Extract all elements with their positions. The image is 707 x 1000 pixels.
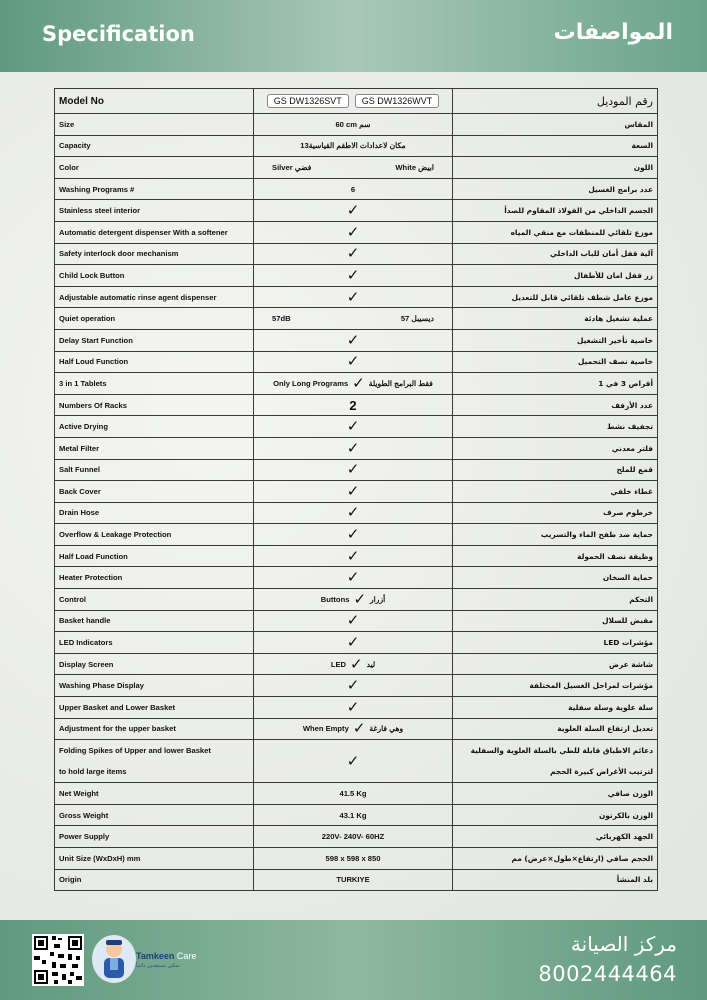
spec-row: [55, 783, 658, 805]
spec-label-en: Unit Size (WxDxH) mm: [55, 848, 254, 870]
model-label-en: Model No: [55, 89, 254, 114]
spec-row: [55, 632, 658, 654]
spec-label-en: Basket handle: [55, 610, 254, 632]
spec-label-en-line2: to hold large items: [59, 767, 127, 777]
spec-value-text: 6: [350, 184, 356, 194]
spec-value-left: LED: [330, 659, 346, 669]
spec-row: [55, 178, 658, 200]
spec-value: [254, 481, 453, 503]
check-icon: ✓: [346, 611, 360, 630]
model-2: GS DW1326WVT: [355, 94, 440, 108]
spec-row: [55, 329, 658, 351]
spec-label-ar: المقاس: [453, 114, 658, 136]
spec-label-ar: سلة علوية وسلة سفلية: [453, 697, 658, 719]
spec-row: [55, 653, 658, 675]
spec-label-en: Net Weight: [55, 783, 254, 805]
spec-value-text: 41.5 Kg: [339, 789, 367, 799]
spec-label-en: Power Supply: [55, 826, 254, 848]
model-1: GS DW1326SVT: [267, 94, 349, 108]
spec-value: [254, 567, 453, 589]
spec-row: [55, 459, 658, 481]
spec-row: [55, 481, 658, 503]
spec-label-ar: الجسم الداخلي من الفولاذ المقاوم للصدأ: [453, 200, 658, 222]
spec-label-ar-line2: لترتيب الأغراض كبيرة الحجم: [550, 767, 653, 777]
model-numbers: [254, 89, 453, 114]
spec-label-ar: حماية السخان: [453, 567, 658, 589]
spec-value-pair: [258, 721, 448, 736]
spec-label-ar: شاشة عرض: [453, 653, 658, 675]
service-center-label: مركز الصيانة: [570, 932, 677, 956]
spec-row: [55, 524, 658, 546]
spec-value-right: أزرار: [370, 594, 386, 604]
spec-label-ar: زر قفل امان للأطفال: [453, 265, 658, 287]
qr-code: [32, 934, 84, 986]
spec-label-en: Washing Programs #: [55, 178, 254, 200]
spec-label-en: Safety interlock door mechanism: [55, 243, 254, 265]
mascot-logo-icon: [92, 935, 136, 983]
check-icon: ✓: [346, 697, 360, 716]
spec-row: [55, 610, 658, 632]
spec-row: [55, 243, 658, 265]
spec-value-text: TURKIYE: [336, 875, 370, 885]
spec-label-ar: خرطوم صرف: [453, 502, 658, 524]
spec-value: [254, 718, 453, 740]
spec-label-en: Numbers Of Racks: [55, 394, 254, 416]
spec-row-folding-spikes: [55, 740, 658, 783]
spec-label-en: Heater Protection: [55, 567, 254, 589]
title-english: Specification: [42, 22, 195, 46]
spec-value: [254, 632, 453, 654]
spec-value-right: White ابيض: [395, 162, 434, 172]
check-icon: ✓: [352, 373, 365, 392]
spec-label-en: Washing Phase Display: [55, 675, 254, 697]
spec-value: [254, 243, 453, 265]
spec-label-ar: التحكم: [453, 589, 658, 611]
spec-row: [55, 200, 658, 222]
spec-label-en: Back Cover: [55, 481, 254, 503]
spec-value-pair: [258, 373, 448, 392]
check-icon: ✓: [346, 201, 360, 220]
spec-value-pair: [258, 314, 448, 323]
spec-value: [254, 157, 453, 179]
spec-label-ar: بلد المنشأ: [453, 869, 658, 891]
spec-label-en: Upper Basket and Lower Basket: [55, 697, 254, 719]
spec-row: [55, 804, 658, 826]
spec-value: [254, 394, 453, 416]
spec-label-en: Adjustment for the upper basket: [55, 718, 254, 740]
spec-label-en: Automatic detergent dispenser With a softener: [55, 221, 254, 243]
spec-value: [254, 848, 453, 870]
spec-label-ar: [453, 740, 658, 783]
check-icon: ✓: [346, 330, 360, 349]
spec-value: [254, 589, 453, 611]
check-icon: ✓: [346, 417, 360, 436]
check-icon: ✓: [346, 287, 360, 306]
spec-label-ar: آلية قفل أمان للباب الداخلي: [453, 243, 658, 265]
page-header: [0, 0, 707, 72]
brand-name: Tamkeen: [136, 951, 175, 961]
spec-row: [55, 589, 658, 611]
spec-label-en: [55, 740, 254, 783]
spec-value: [254, 804, 453, 826]
spec-value-left: Only Long Programs: [273, 378, 349, 388]
spec-value-right: فقط البرامج الطويلة: [368, 378, 433, 388]
spec-value: [254, 373, 453, 395]
check-icon: ✓: [346, 481, 360, 500]
spec-value: [254, 502, 453, 524]
spec-value-right: ليد: [366, 659, 376, 669]
spec-value: [254, 697, 453, 719]
spec-label-ar: السعة: [453, 135, 658, 157]
spec-label-ar: مؤشرات لمراحل الغسيل المختلفة: [453, 675, 658, 697]
spec-value: [254, 351, 453, 373]
spec-label-en: Overflow & Leakage Protection: [55, 524, 254, 546]
spec-row: [55, 437, 658, 459]
spec-value: [254, 221, 453, 243]
check-icon: ✓: [346, 352, 360, 371]
check-icon: ✓: [346, 222, 360, 241]
spec-row: [55, 675, 658, 697]
spec-label-ar: اللون: [453, 157, 658, 179]
spec-label-ar: موزع عامل شطف تلقائي قابل للتعديل: [453, 286, 658, 308]
model-row: [55, 89, 658, 114]
spec-value: [254, 329, 453, 351]
spec-label-ar-line1: دعائم الاطباق قابلة للطي بالسلة العلوية والسفلية: [470, 746, 653, 756]
check-icon: ✓: [352, 719, 366, 738]
spec-value: [254, 437, 453, 459]
spec-label-ar: الحجم صافي (ارتفاع×طول×عرض) مم: [453, 848, 658, 870]
spec-value-text: 2: [349, 397, 357, 413]
spec-label-ar: حماية ضد طفح الماء والتسريب: [453, 524, 658, 546]
check-icon: ✓: [346, 633, 360, 652]
spec-label-ar: فلتر معدني: [453, 437, 658, 459]
spec-value: [254, 200, 453, 222]
spec-row: [55, 697, 658, 719]
spec-value-text: 60 cm سم: [335, 119, 371, 129]
spec-label-en: Capacity: [55, 135, 254, 157]
spec-value: [254, 524, 453, 546]
spec-row: [55, 265, 658, 287]
spec-row: [55, 567, 658, 589]
spec-value-right: 57 ديسيبل: [400, 314, 434, 324]
spec-label-en: Control: [55, 589, 254, 611]
brand-logo: [136, 951, 196, 961]
spec-value-left: Buttons: [320, 594, 350, 604]
spec-label-en: Half Loud Function: [55, 351, 254, 373]
spec-value: [254, 653, 453, 675]
spec-value: [254, 610, 453, 632]
spec-value: [254, 826, 453, 848]
spec-label-ar: الوزن صافي: [453, 783, 658, 805]
spec-label-en: Metal Filter: [55, 437, 254, 459]
spec-row: [55, 373, 658, 395]
spec-value-left: When Empty: [302, 724, 349, 734]
check-icon: ✓: [346, 503, 360, 522]
spec-label-en-line1: Folding Spikes of Upper and lower Basket: [59, 746, 211, 756]
spec-label-ar: تعديل ارتفاع السلة العلوية: [453, 718, 658, 740]
spec-value: [254, 675, 453, 697]
spec-label-en: Adjustable automatic rinse agent dispenser: [55, 286, 254, 308]
spec-row: [55, 135, 658, 157]
spec-label-en: Delay Start Function: [55, 329, 254, 351]
spec-value: [254, 286, 453, 308]
spec-value: [254, 740, 453, 783]
spec-label-ar: عدد برامج الغسيل: [453, 178, 658, 200]
spec-value: [254, 178, 453, 200]
spec-value-pair: [258, 589, 448, 608]
spec-value-text: 598 x 598 x 850: [325, 853, 381, 863]
spec-value-text: 220V- 240V- 60HZ: [321, 832, 385, 842]
spec-value: [254, 265, 453, 287]
spec-label-ar: عدد الأرفف: [453, 394, 658, 416]
spec-label-en: Color: [55, 157, 254, 179]
spec-label-en: Gross Weight: [55, 804, 254, 826]
spec-value: [254, 135, 453, 157]
spec-label-ar: وظيفة نصف الحمولة: [453, 545, 658, 567]
spec-value-left: 57dB: [272, 314, 291, 324]
check-icon: ✓: [346, 525, 360, 544]
spec-row: [55, 869, 658, 891]
check-icon: ✓: [350, 654, 363, 673]
brand-accent: Care: [176, 951, 197, 961]
spec-label-ar: الوزن بالكرتون: [453, 804, 658, 826]
spec-row: [55, 308, 658, 330]
spec-label-ar: خاصية تأخير التشغيل: [453, 329, 658, 351]
check-icon: ✓: [346, 438, 360, 457]
spec-label-ar: عملية تشغيل هادئة: [453, 308, 658, 330]
spec-row: [55, 286, 658, 308]
spec-label-en: Display Screen: [55, 653, 254, 675]
service-phone: 8002444464: [538, 962, 677, 986]
spec-table: [54, 88, 658, 891]
spec-row: [55, 545, 658, 567]
spec-value: [254, 783, 453, 805]
check-icon: ✓: [346, 265, 360, 284]
spec-label-ar: أقراص 3 في 1: [453, 373, 658, 395]
check-icon: ✓: [346, 676, 360, 695]
check-icon: ✓: [346, 751, 360, 770]
check-icon: ✓: [346, 568, 360, 587]
brand-tagline: تمكين مستعدين دائماً: [136, 963, 180, 969]
spec-label-ar: مقبض للسلال: [453, 610, 658, 632]
spec-label-en: Drain Hose: [55, 502, 254, 524]
spec-row: [55, 157, 658, 179]
spec-label-en: Half Load Function: [55, 545, 254, 567]
spec-value: [254, 459, 453, 481]
spec-label-ar: الجهد الكهربائي: [453, 826, 658, 848]
check-icon: ✓: [346, 244, 360, 263]
check-icon: ✓: [346, 546, 360, 565]
spec-label-en: Quiet operation: [55, 308, 254, 330]
spec-label-en: Stainless steel interior: [55, 200, 254, 222]
spec-row: [55, 114, 658, 136]
spec-row: [55, 848, 658, 870]
spec-label-en: Active Drying: [55, 416, 254, 438]
spec-label-en: Size: [55, 114, 254, 136]
spec-value-text: 43.1 Kg: [339, 810, 367, 820]
spec-label-ar: قمع للملح: [453, 459, 658, 481]
spec-value-pair: [258, 654, 448, 673]
model-label-ar: رقم الموديل: [453, 89, 658, 114]
spec-row: [55, 718, 658, 740]
spec-row: [55, 416, 658, 438]
spec-row: [55, 221, 658, 243]
spec-label-ar: مؤشرات LED: [453, 632, 658, 654]
spec-label-ar: خاصية نصف التحميل: [453, 351, 658, 373]
spec-row: [55, 394, 658, 416]
spec-value: [254, 416, 453, 438]
spec-value: [254, 308, 453, 330]
spec-row: [55, 826, 658, 848]
spec-value-left: Silver فضي: [272, 162, 312, 172]
spec-label-ar: موزع تلقائي للمنظفات مع منقي المياه: [453, 221, 658, 243]
spec-label-ar: غطاء خلفي: [453, 481, 658, 503]
spec-label-en: Child Lock Button: [55, 265, 254, 287]
spec-value: [254, 114, 453, 136]
spec-label-en: Origin: [55, 869, 254, 891]
spec-label-ar: تجفيف نشط: [453, 416, 658, 438]
spec-value: [254, 545, 453, 567]
title-arabic: المواصفات: [553, 20, 673, 45]
spec-row: [55, 502, 658, 524]
check-icon: ✓: [353, 589, 367, 608]
check-icon: ✓: [346, 460, 360, 479]
spec-row: [55, 351, 658, 373]
spec-label-en: Salt Funnel: [55, 459, 254, 481]
spec-value-pair: [258, 163, 448, 172]
spec-label-en: 3 in 1 Tablets: [55, 373, 254, 395]
spec-value-right: وهي فارغة: [369, 724, 404, 734]
spec-value: [254, 869, 453, 891]
spec-label-en: LED Indicators: [55, 632, 254, 654]
spec-value-text: 13مكان لاعدادات الاطقم القياسية: [300, 141, 406, 151]
